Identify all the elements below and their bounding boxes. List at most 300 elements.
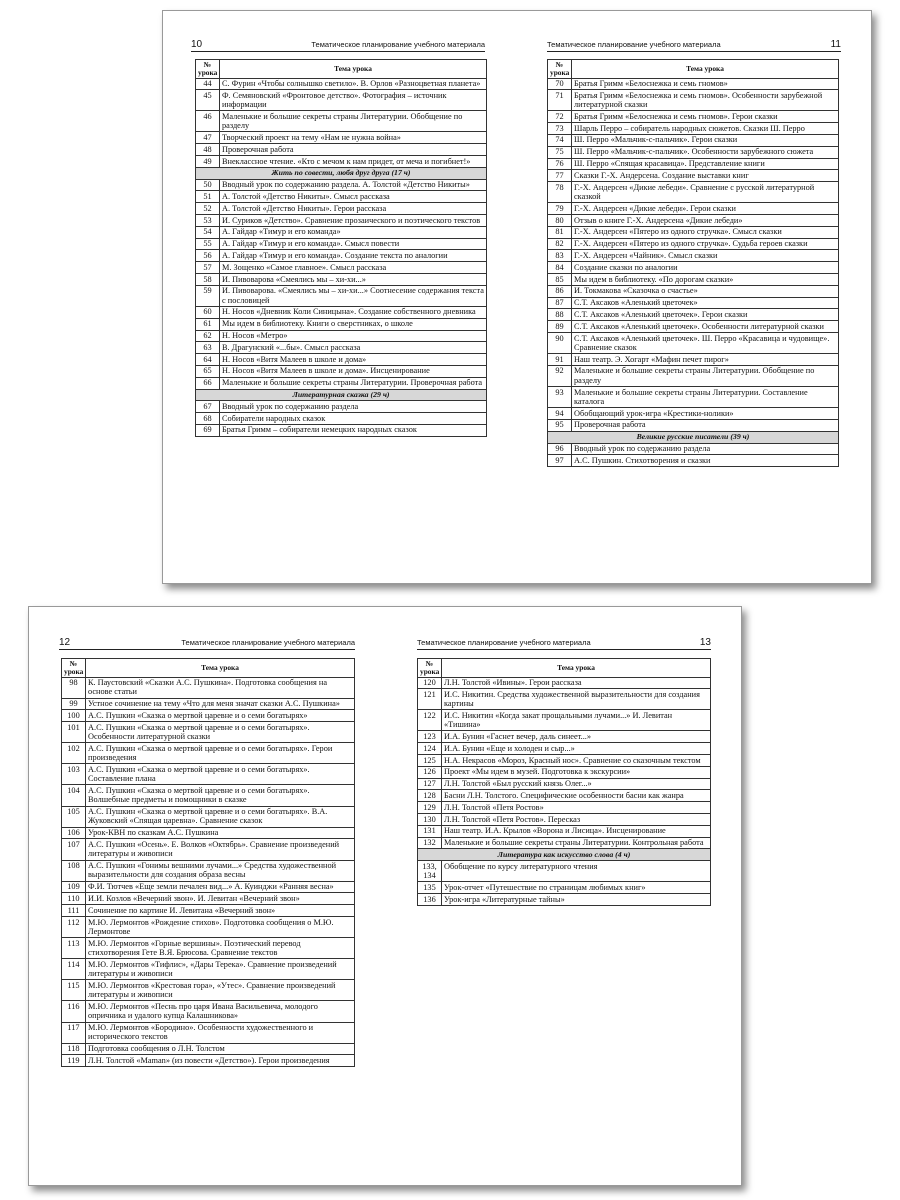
lesson-topic: Л.Н. Толстой «Петя Ростов». Пересказ bbox=[442, 814, 711, 826]
lesson-topic: Ш. Перро «Мальчик-с-пальчик». Герои сказки bbox=[572, 134, 839, 146]
lesson-number: 93 bbox=[548, 387, 572, 408]
table-row bbox=[196, 226, 487, 238]
table-row bbox=[62, 1001, 355, 1022]
lesson-number: 47 bbox=[196, 132, 220, 144]
column-header-number: № урока bbox=[62, 659, 86, 678]
table-row bbox=[548, 274, 839, 286]
lesson-topic: М.Ю. Лермонтов «Тифлис», «Дары Терека». Сравнение произведений литературы и живописи bbox=[86, 959, 355, 980]
lesson-topic: А. Гайдар «Тимур и его команда». Создание текста по аналогии bbox=[220, 250, 487, 262]
table-row bbox=[196, 262, 487, 274]
table-row bbox=[548, 250, 839, 262]
lesson-topic: М.Ю. Лермонтов «Горные вершины». Поэтический перевод стихотворения Гете В.Я. Брюсова. Сравнение текстов bbox=[86, 938, 355, 959]
table-row bbox=[62, 839, 355, 860]
lesson-number: 133, 134 bbox=[418, 861, 442, 882]
page-header bbox=[547, 39, 841, 52]
table-row bbox=[196, 191, 487, 203]
table-row bbox=[418, 814, 711, 826]
lesson-topic: Подготовка сообщения о Л.Н. Толстом bbox=[86, 1043, 355, 1055]
lesson-topic: Сочинение по картине И. Левитана «Вечерний звон» bbox=[86, 905, 355, 917]
lesson-number: 127 bbox=[418, 778, 442, 790]
section-title: Жить по совести, любя друг друга (17 ч) bbox=[196, 167, 487, 179]
table-row bbox=[62, 743, 355, 764]
lesson-number: 53 bbox=[196, 215, 220, 227]
table-row bbox=[418, 861, 711, 882]
table-header-row bbox=[62, 659, 355, 678]
lesson-number: 135 bbox=[418, 882, 442, 894]
table-row bbox=[196, 90, 487, 111]
lesson-number: 122 bbox=[418, 710, 442, 731]
column-header-number: № урока bbox=[196, 60, 220, 79]
lesson-number: 101 bbox=[62, 722, 86, 743]
table-row bbox=[548, 78, 839, 90]
table-row bbox=[196, 78, 487, 90]
table-row bbox=[62, 764, 355, 785]
table-row bbox=[62, 905, 355, 917]
lesson-topic: С. Фурин «Чтобы солнышко светило». В. Орлов «Разноцветная планета» bbox=[220, 78, 487, 90]
lesson-topic: Г.-Х. Андерсен «Дикие лебеди». Сравнение с русской литературной сказкой bbox=[572, 182, 839, 203]
lesson-number: 78 bbox=[548, 182, 572, 203]
lesson-number: 58 bbox=[196, 274, 220, 286]
lesson-number: 104 bbox=[62, 785, 86, 806]
lesson-topic: С.Т. Аксаков «Аленький цветочек». Особенности литературной сказки bbox=[572, 321, 839, 333]
lesson-topic: Внеклассное чтение. «Кто с мечом к нам придет, от меча и погибнет!» bbox=[220, 156, 487, 168]
lesson-topic: Ш. Перро «Спящая красавица». Представление книги bbox=[572, 158, 839, 170]
lesson-table bbox=[195, 59, 487, 437]
lesson-number: 81 bbox=[548, 226, 572, 238]
lesson-table bbox=[417, 658, 711, 906]
table-row bbox=[196, 401, 487, 413]
lesson-number: 110 bbox=[62, 893, 86, 905]
lesson-topic: А.С. Пушкин «Гонимы вешними лучами...» Средства художественной выразительности для создания образа весны bbox=[86, 860, 355, 881]
spread-pages-12-13 bbox=[28, 606, 742, 1186]
lesson-topic: М.Ю. Лермонтов «Песнь про царя Ивана Васильевича, молодого опричника и удалого купца Калашникова» bbox=[86, 1001, 355, 1022]
lesson-topic: Ф.И. Тютчев «Еще земли печален вид...» А. Куинджи «Ранняя весна» bbox=[86, 881, 355, 893]
lesson-number: 136 bbox=[418, 894, 442, 906]
table-row bbox=[62, 893, 355, 905]
lesson-topic: Маленькие и большие секреты страны Литературии. Контрольная работа bbox=[442, 837, 711, 849]
lesson-number: 49 bbox=[196, 156, 220, 168]
table-row bbox=[418, 677, 711, 689]
lesson-topic: А.С. Пушкин «Сказка о мертвой царевне и о семи богатырях». Составление плана bbox=[86, 764, 355, 785]
table-row bbox=[196, 179, 487, 191]
lesson-number: 87 bbox=[548, 297, 572, 309]
table-row bbox=[62, 1043, 355, 1055]
lesson-number: 57 bbox=[196, 262, 220, 274]
lesson-topic: И.И. Козлов «Вечерний звон». И. Левитан «Вечерний звон» bbox=[86, 893, 355, 905]
table-row bbox=[62, 860, 355, 881]
lesson-number: 68 bbox=[196, 413, 220, 425]
lesson-number: 109 bbox=[62, 881, 86, 893]
table-row bbox=[196, 238, 487, 250]
column-header-topic: Тема урока bbox=[572, 60, 839, 79]
lesson-topic: Отзыв о книге Г.-Х. Андерсена «Дикие лебеди» bbox=[572, 215, 839, 227]
lesson-topic: Обобщающий урок-игра «Крестики-нолики» bbox=[572, 408, 839, 420]
page-header bbox=[191, 39, 485, 52]
lesson-number: 77 bbox=[548, 170, 572, 182]
lesson-topic: Н. Носов «Витя Малеев в школе и дома» bbox=[220, 354, 487, 366]
lesson-topic: И.А. Бунин «Гаснет вечер, даль синеет...» bbox=[442, 731, 711, 743]
lesson-number: 79 bbox=[548, 203, 572, 215]
lesson-topic: В. Драгунский «...бы». Смысл рассказа bbox=[220, 342, 487, 354]
lesson-topic: Мы идем в библиотеку. «По дорогам сказки» bbox=[572, 274, 839, 286]
lesson-number: 121 bbox=[418, 689, 442, 710]
lesson-topic: А. Гайдар «Тимур и его команда». Смысл повести bbox=[220, 238, 487, 250]
lesson-number: 76 bbox=[548, 158, 572, 170]
column-header-number: № урока bbox=[418, 659, 442, 678]
lesson-topic: Л.Н. Толстой «Ивины». Герои рассказа bbox=[442, 677, 711, 689]
table-row bbox=[196, 342, 487, 354]
lesson-topic: Проверочная работа bbox=[572, 419, 839, 431]
lesson-topic: Вводный урок по содержанию раздела bbox=[572, 443, 839, 455]
spread-pages-10-11 bbox=[162, 10, 872, 584]
table-row bbox=[548, 182, 839, 203]
lesson-table bbox=[61, 658, 355, 1067]
lesson-topic: Маленькие и большие секреты страны Литературии. Обобщение по разделу bbox=[220, 111, 487, 132]
column-header-topic: Тема урока bbox=[442, 659, 711, 678]
lesson-topic: С.Т. Аксаков «Аленький цветочек». Герои сказки bbox=[572, 309, 839, 321]
table-row bbox=[548, 408, 839, 420]
lesson-topic: И. Пивоварова «Смеялись мы – хи-хи...» bbox=[220, 274, 487, 286]
lesson-number: 65 bbox=[196, 365, 220, 377]
lesson-topic: С.Т. Аксаков «Аленький цветочек» bbox=[572, 297, 839, 309]
column-header-topic: Тема урока bbox=[86, 659, 355, 678]
table-row bbox=[418, 731, 711, 743]
table-row bbox=[196, 250, 487, 262]
lesson-topic: А.С. Пушкин «Сказка о мертвой царевне и о семи богатырях». Особенности литературной сказки bbox=[86, 722, 355, 743]
lesson-topic: Ш. Перро «Мальчик-с-пальчик». Особенности зарубежного сюжета bbox=[572, 146, 839, 158]
lesson-number: 98 bbox=[62, 677, 86, 698]
table-row bbox=[62, 827, 355, 839]
lesson-number: 52 bbox=[196, 203, 220, 215]
section-title: Великие русские писатели (39 ч) bbox=[548, 431, 839, 443]
table-row bbox=[62, 1022, 355, 1043]
lesson-topic: Братья Гримм «Белоснежка и семь гномов». Особенности зарубежной литературной сказки bbox=[572, 90, 839, 111]
lesson-topic: Проверочная работа bbox=[220, 144, 487, 156]
lesson-topic: Братья Гримм «Белоснежка и семь гномов». Герои сказки bbox=[572, 111, 839, 123]
lesson-topic: А. Гайдар «Тимур и его команда» bbox=[220, 226, 487, 238]
page-header bbox=[417, 637, 711, 650]
table-row bbox=[196, 330, 487, 342]
table-row bbox=[196, 424, 487, 436]
column-header-topic: Тема урока bbox=[220, 60, 487, 79]
table-row bbox=[418, 689, 711, 710]
lesson-topic: Г.-Х. Андерсен «Чайник». Смысл сказки bbox=[572, 250, 839, 262]
lesson-number: 94 bbox=[548, 408, 572, 420]
table-row bbox=[548, 170, 839, 182]
table-row bbox=[196, 144, 487, 156]
table-row bbox=[196, 377, 487, 389]
lesson-number: 129 bbox=[418, 802, 442, 814]
lesson-topic: Устное сочинение на тему «Что для меня значат сказки А.С. Пушкина» bbox=[86, 698, 355, 710]
lesson-topic: И.С. Никитин. Средства художественной выразительности для создания картины bbox=[442, 689, 711, 710]
lesson-topic: И. Суриков «Детство». Сравнение прозаического и поэтического текстов bbox=[220, 215, 487, 227]
lesson-number: 130 bbox=[418, 814, 442, 826]
table-row bbox=[548, 321, 839, 333]
lesson-topic: Собиратели народных сказок bbox=[220, 413, 487, 425]
lesson-topic: Творческий проект на тему «Нам не нужна война» bbox=[220, 132, 487, 144]
table-header-row bbox=[196, 60, 487, 79]
lesson-number: 46 bbox=[196, 111, 220, 132]
lesson-number: 84 bbox=[548, 262, 572, 274]
lesson-topic: И.А. Бунин «Еще и холоден и сыр...» bbox=[442, 743, 711, 755]
section-title: Литературная сказка (29 ч) bbox=[196, 389, 487, 401]
table-row bbox=[548, 111, 839, 123]
page-header bbox=[59, 637, 355, 650]
lesson-number: 123 bbox=[418, 731, 442, 743]
lesson-number: 54 bbox=[196, 226, 220, 238]
table-row bbox=[62, 698, 355, 710]
lesson-topic: А.С. Пушкин «Сказка о мертвой царевне и о семи богатырях». Герои произведения bbox=[86, 743, 355, 764]
lesson-number: 120 bbox=[418, 677, 442, 689]
lesson-topic: Урок-отчет «Путешествие по страницам любимых книг» bbox=[442, 882, 711, 894]
lesson-number: 116 bbox=[62, 1001, 86, 1022]
lesson-topic: Маленькие и большие секреты страны Литературии. Составление каталога bbox=[572, 387, 839, 408]
table-row bbox=[418, 802, 711, 814]
lesson-topic: И.С. Никитин «Когда закат прощальными лучами...» И. Левитан «Тишина» bbox=[442, 710, 711, 731]
table-row bbox=[548, 90, 839, 111]
lesson-number: 59 bbox=[196, 285, 220, 306]
lesson-number: 70 bbox=[548, 78, 572, 90]
table-row bbox=[548, 262, 839, 274]
table-header-row bbox=[418, 659, 711, 678]
lesson-topic: Л.Н. Толстой «Был русский князь Олег...» bbox=[442, 778, 711, 790]
lesson-number: 75 bbox=[548, 146, 572, 158]
lesson-topic: А.С. Пушкин «Сказка о мертвой царевне и о семи богатырях». В.А. Жуковский «Спящая царевна». Сравнение сказок bbox=[86, 806, 355, 827]
lesson-topic: М.Ю. Лермонтов «Крестовая гора», «Утес». Сравнение произведений литературы и живописи bbox=[86, 980, 355, 1001]
table-row bbox=[196, 111, 487, 132]
section-row bbox=[418, 849, 711, 861]
table-row bbox=[62, 806, 355, 827]
lesson-number: 100 bbox=[62, 710, 86, 722]
lesson-number: 69 bbox=[196, 424, 220, 436]
lesson-number: 67 bbox=[196, 401, 220, 413]
table-row bbox=[196, 274, 487, 286]
lesson-number: 56 bbox=[196, 250, 220, 262]
table-row bbox=[548, 354, 839, 366]
table-row bbox=[196, 203, 487, 215]
lesson-number: 92 bbox=[548, 365, 572, 386]
lesson-topic: Г.-Х. Андерсен «Дикие лебеди». Герои сказки bbox=[572, 203, 839, 215]
lesson-topic: Мы идем в библиотеку. Книги о сверстниках, о школе bbox=[220, 318, 487, 330]
lesson-number: 89 bbox=[548, 321, 572, 333]
lesson-topic: Шарль Перро – собиратель народных сюжетов. Сказки Ш. Перро bbox=[572, 123, 839, 135]
lesson-number: 128 bbox=[418, 790, 442, 802]
table-row bbox=[548, 297, 839, 309]
lesson-topic: Басни Л.Н. Толстого. Специфические особенности басни как жанра bbox=[442, 790, 711, 802]
lesson-topic: А.С. Пушкин «Сказка о мертвой царевне и о семи богатырях». Волшебные предметы и помощники в сказке bbox=[86, 785, 355, 806]
lesson-number: 112 bbox=[62, 917, 86, 938]
lesson-number: 105 bbox=[62, 806, 86, 827]
lesson-number: 55 bbox=[196, 238, 220, 250]
lesson-number: 132 bbox=[418, 837, 442, 849]
lesson-number: 82 bbox=[548, 238, 572, 250]
table-row bbox=[196, 413, 487, 425]
lesson-number: 91 bbox=[548, 354, 572, 366]
lesson-number: 108 bbox=[62, 860, 86, 881]
lesson-number: 103 bbox=[62, 764, 86, 785]
lesson-number: 114 bbox=[62, 959, 86, 980]
lesson-number: 85 bbox=[548, 274, 572, 286]
lesson-number: 113 bbox=[62, 938, 86, 959]
table-row bbox=[548, 226, 839, 238]
lesson-number: 111 bbox=[62, 905, 86, 917]
lesson-topic: Н.А. Некрасов «Мороз, Красный нос». Сравнение со сказочным текстом bbox=[442, 755, 711, 767]
lesson-number: 119 bbox=[62, 1055, 86, 1067]
lesson-number: 95 bbox=[548, 419, 572, 431]
table-row bbox=[62, 980, 355, 1001]
table-row bbox=[548, 443, 839, 455]
lesson-number: 96 bbox=[548, 443, 572, 455]
table-row bbox=[418, 882, 711, 894]
table-row bbox=[548, 309, 839, 321]
lesson-number: 66 bbox=[196, 377, 220, 389]
header-title: Тематическое планирование учебного материала bbox=[417, 638, 591, 647]
lesson-topic: Н. Носов «Витя Малеев в школе и дома». Инсценирование bbox=[220, 365, 487, 377]
lesson-topic: М. Зощенко «Самое главное». Смысл рассказа bbox=[220, 262, 487, 274]
lesson-number: 102 bbox=[62, 743, 86, 764]
lesson-topic: Маленькие и большие секреты страны Литературии. Обобщение по разделу bbox=[572, 365, 839, 386]
table-row bbox=[548, 333, 839, 354]
lesson-topic: К. Паустовский «Сказки А.С. Пушкина». Подготовка сообщения на основе статьи bbox=[86, 677, 355, 698]
table-row bbox=[196, 215, 487, 227]
lesson-number: 71 bbox=[548, 90, 572, 111]
table-row bbox=[62, 710, 355, 722]
lesson-topic: Г.-Х. Андерсен «Пятеро из одного стручка». Смысл сказки bbox=[572, 226, 839, 238]
lesson-topic: Урок-КВН по сказкам А.С. Пушкина bbox=[86, 827, 355, 839]
lesson-number: 97 bbox=[548, 455, 572, 467]
lesson-number: 86 bbox=[548, 285, 572, 297]
table-row bbox=[548, 238, 839, 250]
lesson-topic: С.Т. Аксаков «Аленький цветочек». Ш. Перро «Красавица и чудовище». Сравнение сказок bbox=[572, 333, 839, 354]
table-row bbox=[548, 387, 839, 408]
lesson-topic: Н. Носов «Дневник Коли Синицына». Создание собственного дневника bbox=[220, 306, 487, 318]
table-row bbox=[196, 318, 487, 330]
lesson-topic: А.С. Пушкин «Осень». Е. Волков «Октябрь». Сравнение произведений литературы и живописи bbox=[86, 839, 355, 860]
table-row bbox=[548, 146, 839, 158]
lesson-topic: Л.Н. Толстой «Петя Ростов» bbox=[442, 802, 711, 814]
lesson-topic: Сказки Г.-Х. Андерсена. Создание выставки книг bbox=[572, 170, 839, 182]
table-row bbox=[62, 881, 355, 893]
lesson-topic: А. Толстой «Детство Никиты». Герои рассказа bbox=[220, 203, 487, 215]
lesson-number: 64 bbox=[196, 354, 220, 366]
lesson-topic: Вводный урок по содержанию раздела bbox=[220, 401, 487, 413]
page-number: 12 bbox=[59, 637, 71, 648]
table-row bbox=[196, 285, 487, 306]
lesson-topic: Создание сказки по аналогии bbox=[572, 262, 839, 274]
lesson-number: 88 bbox=[548, 309, 572, 321]
lesson-table bbox=[547, 59, 839, 467]
table-row bbox=[418, 894, 711, 906]
lesson-number: 90 bbox=[548, 333, 572, 354]
page-number: 10 bbox=[191, 39, 203, 50]
section-row bbox=[548, 431, 839, 443]
table-row bbox=[548, 123, 839, 135]
table-row bbox=[62, 917, 355, 938]
table-row bbox=[548, 419, 839, 431]
page-number: 13 bbox=[699, 637, 711, 648]
lesson-number: 61 bbox=[196, 318, 220, 330]
lesson-topic: А.С. Пушкин. Стихотворения и сказки bbox=[572, 455, 839, 467]
table-row bbox=[548, 203, 839, 215]
lesson-number: 106 bbox=[62, 827, 86, 839]
table-row bbox=[548, 365, 839, 386]
table-row bbox=[548, 215, 839, 227]
lesson-topic: Братья Гримм – собиратели немецких народных сказок bbox=[220, 424, 487, 436]
lesson-number: 107 bbox=[62, 839, 86, 860]
section-row bbox=[196, 389, 487, 401]
table-row bbox=[196, 354, 487, 366]
lesson-number: 83 bbox=[548, 250, 572, 262]
table-row bbox=[548, 134, 839, 146]
lesson-number: 117 bbox=[62, 1022, 86, 1043]
lesson-topic: Наш театр. И.А. Крылов «Ворона и Лисица». Инсценирование bbox=[442, 825, 711, 837]
table-row bbox=[418, 825, 711, 837]
table-row bbox=[196, 156, 487, 168]
lesson-topic: Наш театр. Э. Хогарт «Мафин печет пирог» bbox=[572, 354, 839, 366]
lesson-topic: И. Токмакова «Сказочка о счастье» bbox=[572, 285, 839, 297]
table-row bbox=[62, 959, 355, 980]
section-title: Литература как искусство слова (4 ч) bbox=[418, 849, 711, 861]
table-row bbox=[418, 837, 711, 849]
table-row bbox=[418, 710, 711, 731]
table-row bbox=[548, 158, 839, 170]
lesson-number: 48 bbox=[196, 144, 220, 156]
lesson-topic: Л.Н. Толстой «Maman» (из повести «Детство»). Герои произведения bbox=[86, 1055, 355, 1067]
lesson-topic: Ф. Семяновский «Фронтовое детство». Фотография – источник информации bbox=[220, 90, 487, 111]
lesson-number: 99 bbox=[62, 698, 86, 710]
column-header-number: № урока bbox=[548, 60, 572, 79]
lesson-number: 44 bbox=[196, 78, 220, 90]
table-row bbox=[62, 1055, 355, 1067]
lesson-topic: Проект «Мы идем в музей. Подготовка к экскурсии» bbox=[442, 766, 711, 778]
lesson-topic: Обобщение по курсу литературного чтения bbox=[442, 861, 711, 882]
header-title: Тематическое планирование учебного материала bbox=[311, 40, 485, 49]
lesson-number: 51 bbox=[196, 191, 220, 203]
table-row bbox=[62, 722, 355, 743]
table-row bbox=[196, 306, 487, 318]
lesson-number: 126 bbox=[418, 766, 442, 778]
lesson-number: 45 bbox=[196, 90, 220, 111]
lesson-topic: Вводный урок по содержанию раздела. А. Толстой «Детство Никиты» bbox=[220, 179, 487, 191]
table-header-row bbox=[548, 60, 839, 79]
lesson-topic: Н. Носов «Метро» bbox=[220, 330, 487, 342]
lesson-number: 131 bbox=[418, 825, 442, 837]
lesson-number: 125 bbox=[418, 755, 442, 767]
lesson-number: 115 bbox=[62, 980, 86, 1001]
table-row bbox=[196, 132, 487, 144]
table-row bbox=[548, 285, 839, 297]
header-title: Тематическое планирование учебного материала bbox=[547, 40, 721, 49]
table-row bbox=[418, 743, 711, 755]
lesson-number: 50 bbox=[196, 179, 220, 191]
table-row bbox=[418, 755, 711, 767]
page-number: 11 bbox=[830, 39, 841, 50]
table-row bbox=[418, 790, 711, 802]
table-row bbox=[196, 365, 487, 377]
table-row bbox=[548, 455, 839, 467]
lesson-topic: И. Пивоварова. «Смеялись мы – хи-хи...» Соотнесение содержания текста с пословицей bbox=[220, 285, 487, 306]
lesson-number: 60 bbox=[196, 306, 220, 318]
lesson-topic: Братья Гримм «Белоснежка и семь гномов» bbox=[572, 78, 839, 90]
lesson-topic: Г.-Х. Андерсен «Пятеро из одного стручка». Судьба героев сказки bbox=[572, 238, 839, 250]
lesson-topic: М.Ю. Лермонтов «Бородино». Особенности художественного и исторического текстов bbox=[86, 1022, 355, 1043]
table-row bbox=[62, 677, 355, 698]
table-row bbox=[62, 938, 355, 959]
lesson-topic: А. Толстой «Детство Никиты». Смысл рассказа bbox=[220, 191, 487, 203]
header-title: Тематическое планирование учебного материала bbox=[181, 638, 355, 647]
lesson-number: 80 bbox=[548, 215, 572, 227]
table-row bbox=[418, 778, 711, 790]
